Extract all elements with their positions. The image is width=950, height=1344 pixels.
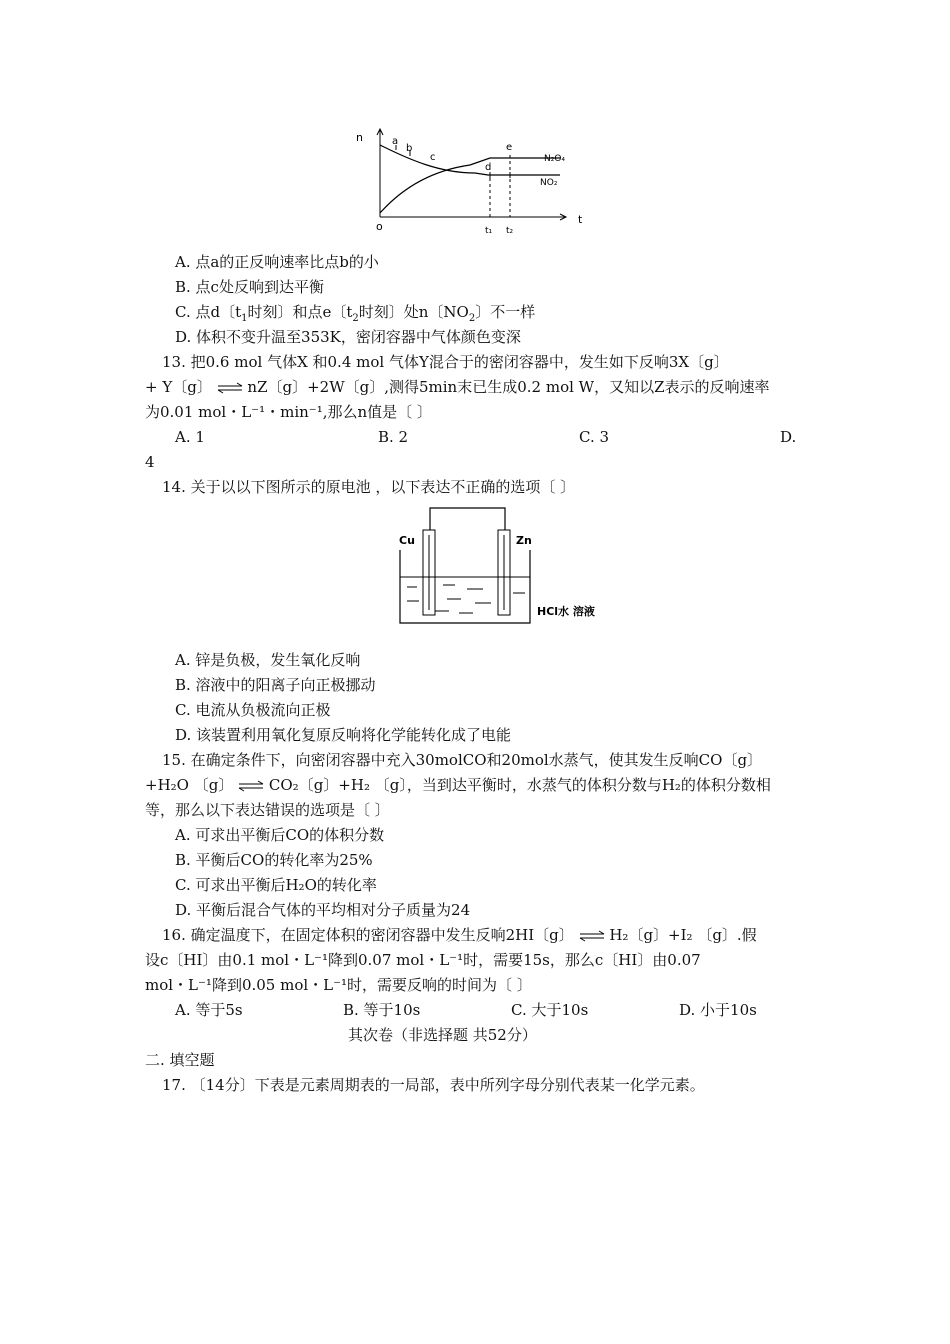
q14-option-b: B. 溶液中的阳离子向正极挪动 xyxy=(175,676,376,694)
q16-option-b: B. 等于10s xyxy=(343,1001,421,1019)
cu-label: Cu xyxy=(399,534,415,547)
equilibrium-arrow-icon xyxy=(579,930,605,942)
q16-line1: 16. 确定温度下，在固定体积的密闭容器中发生反响2HI〔g〕 H₂〔g〕+I₂ 〔g〕.假 xyxy=(162,926,757,944)
q14-option-a: A. 锌是负极，发生氧化反响 xyxy=(175,651,361,669)
q13-line1: 13. 把0.6 mol 气体X 和0.4 mol 气体Y混合于的密闭容器中，发生如下反响3X〔g〕 xyxy=(162,353,729,371)
q15-option-c: C. 可求出平衡后H₂O的转化率 xyxy=(175,876,377,894)
q12-option-b: B. 点c处反响到达平衡 xyxy=(175,278,324,296)
q16-option-c: C. 大于10s xyxy=(511,1001,589,1019)
solution-label: HCl水 溶液 xyxy=(537,605,595,618)
point-e: e xyxy=(506,142,513,153)
q16-line3: mol・L⁻¹降到0.05 mol・L⁻¹时，需要反响的时间为〔 〕 xyxy=(145,976,532,994)
q13-option-b: B. 2 xyxy=(378,428,409,446)
q17-line1: 17. 〔14分〕下表是元素周期表的一局部，表中所列字母分别代表某一化学元素。 xyxy=(162,1076,705,1094)
q15-option-a: A. 可求出平衡后CO的体积分数 xyxy=(175,826,385,844)
q13-line3: 为0.01 mol・L⁻¹・min⁻¹,那么n值是〔 〕 xyxy=(145,403,432,421)
t1-label: t₁ xyxy=(485,226,493,236)
q15-line2: +H₂O 〔g〕 CO₂〔g〕+H₂ 〔g〕，当到达平衡时，水蒸气的体积分数与H₂的体积分数相 xyxy=(145,776,771,794)
part-two-heading: 其次卷（非选择题 共52分） xyxy=(348,1026,537,1044)
series-n2o4-label: N₂O₄ xyxy=(544,154,566,164)
equilibrium-arrow-icon xyxy=(238,780,264,792)
point-b: b xyxy=(406,143,413,154)
q16-option-a: A. 等于5s xyxy=(175,1001,243,1019)
q16-line2: 设c〔HI〕由0.1 mol・L⁻¹降到0.07 mol・L⁻¹时，需要15s，那么c〔HI〕由0.07 xyxy=(145,951,701,969)
q13-option-c: C. 3 xyxy=(579,428,610,446)
zn-label: Zn xyxy=(516,534,532,547)
origin-label: o xyxy=(376,220,383,233)
q13-option-d: D. xyxy=(780,428,797,446)
galvanic-cell-diagram xyxy=(395,505,630,630)
equilibrium-arrow-icon xyxy=(217,382,243,394)
q13-option-d-value: 4 xyxy=(145,453,155,471)
point-d: d xyxy=(485,162,492,173)
q12-option-c: C. 点d〔$t_1$时刻〕和点e〔$t_2$时刻〕处n〔$NO_2$〕不一样 xyxy=(175,303,536,324)
point-c: c xyxy=(430,152,436,163)
section-heading: 二. 填空题 xyxy=(145,1051,215,1069)
t2-label: t₂ xyxy=(506,226,514,236)
point-a: a xyxy=(392,136,399,147)
q13-line2: + Y〔g〕 nZ〔g〕+2W〔g〕,测得5min末已生成0.2 mol W，又知以Z表示的反响速率 xyxy=(145,378,770,396)
q12-option-d: D. 体积不变升温至353K，密闭容器中气体颜色变深 xyxy=(175,328,521,346)
t-axis-label: t xyxy=(578,213,583,226)
n-axis-label: n xyxy=(356,131,363,144)
q15-line1: 15. 在确定条件下，向密闭容器中充入30molCO和20mol水蒸气，使其发生反响CO〔g〕 xyxy=(162,751,763,769)
q15-option-b: B. 平衡后CO的转化率为25% xyxy=(175,851,373,869)
q13-option-a: A. 1 xyxy=(175,428,205,446)
q14-option-c: C. 电流从负极流向正极 xyxy=(175,701,331,719)
q12-option-a: A. 点a的正反响速率比点b的小 xyxy=(175,253,379,271)
q15-option-d: D. 平衡后混合气体的平均相对分子质量为24 xyxy=(175,901,471,919)
q15-line3: 等，那么以下表达错误的选项是〔 〕 xyxy=(145,801,390,819)
equilibrium-graph xyxy=(350,125,600,240)
series-no2-label: NO₂ xyxy=(540,178,558,188)
q14-option-d: D. 该装置利用氧化复原反响将化学能转化成了电能 xyxy=(175,726,512,744)
q14-line1: 14. 关于以以下图所示的原电池 ，以下表达不正确的选项〔 〕 xyxy=(162,478,576,496)
curve-n2o4 xyxy=(380,158,560,213)
q16-option-d: D. 小于10s xyxy=(679,1001,757,1019)
